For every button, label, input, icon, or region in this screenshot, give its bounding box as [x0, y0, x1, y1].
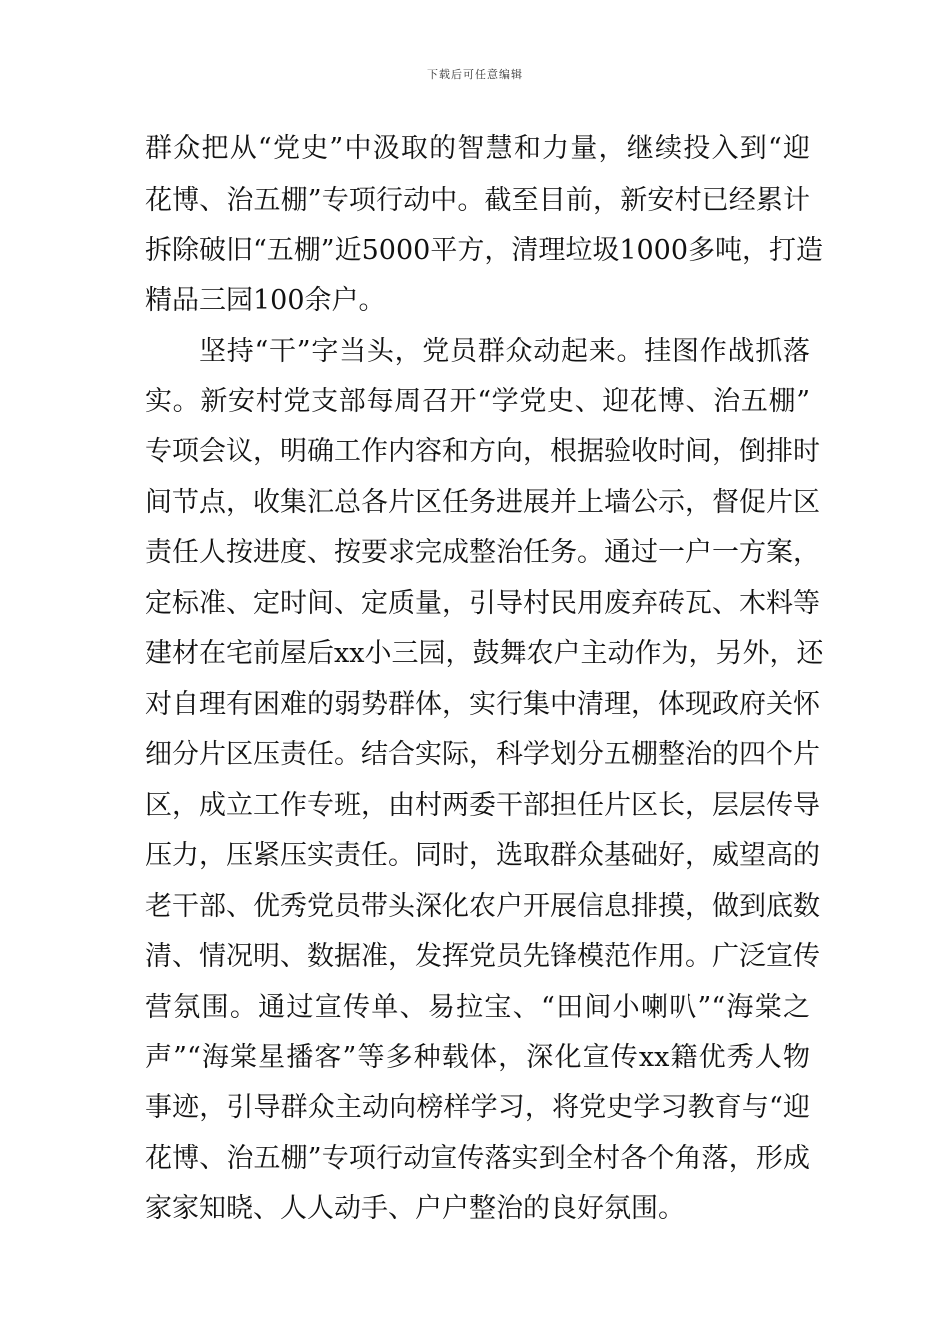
text-line: 老干部、优秀党员带头深化农户开展信息排摸，做到底数: [145, 891, 820, 922]
text-line: 实。新安村党支部每周召开“学党史、迎花博、治五棚”: [145, 386, 810, 417]
text-line: 细分片区压责任。结合实际，科学划分五棚整治的四个片: [145, 739, 820, 770]
text-line: 花博、治五棚”专项行动宣传落实到全村各个角落，形成: [145, 1143, 810, 1174]
text-line: 拆除破旧“五棚”近5000平方，清理垃圾1000多吨，打造: [145, 235, 824, 266]
text-line: 声”“海棠星播客”等多种载体，深化宣传xx籍优秀人物: [145, 1042, 810, 1073]
page-header: 下载后可任意编辑: [427, 68, 523, 81]
text-line: 清、情况明、数据准，发挥党员先锋模范作用。广泛宣传: [145, 941, 820, 972]
text-line: 对自理有困难的弱势群体，实行集中清理，体现政府关怀: [145, 689, 820, 720]
text-line: 事迹，引导群众主动向榜样学习，将党史学习教育与“迎: [145, 1092, 810, 1123]
text-line: 精品三园100余户。: [145, 285, 386, 316]
text-line: 区，成立工作专班，由村两委干部担任片区长，层层传导: [145, 790, 820, 821]
text-line: 专项会议，明确工作内容和方向，根据验收时间，倒排时: [145, 436, 820, 467]
text-line: 压力，压紧压实责任。同时，选取群众基础好，威望高的: [145, 840, 820, 871]
text-line: 花博、治五棚”专项行动中。截至目前，新安村已经累计: [145, 185, 810, 216]
text-line: 建材在宅前屋后xx小三园，鼓舞农户主动作为，另外，还: [145, 638, 824, 669]
text-line: 间节点，收集汇总各片区任务进展并上墙公示，督促片区: [145, 487, 820, 518]
text-line: 群众把从“党史”中汲取的智慧和力量，继续投入到“迎: [145, 133, 810, 164]
paragraph-start-line: 坚持“干”字当头，党员群众动起来。挂图作战抓落: [199, 336, 810, 367]
text-line: 定标准、定时间、定质量，引导村民用废弃砖瓦、木料等: [145, 588, 820, 619]
text-line: 家家知晓、人人动手、户户整治的良好氛围。: [145, 1193, 685, 1224]
text-line: 营氛围。通过宣传单、易拉宝、“田间小喇叭”“海棠之: [145, 992, 810, 1023]
text-line: 责任人按进度、按要求完成整治任务。通过一户一方案，: [145, 537, 820, 568]
